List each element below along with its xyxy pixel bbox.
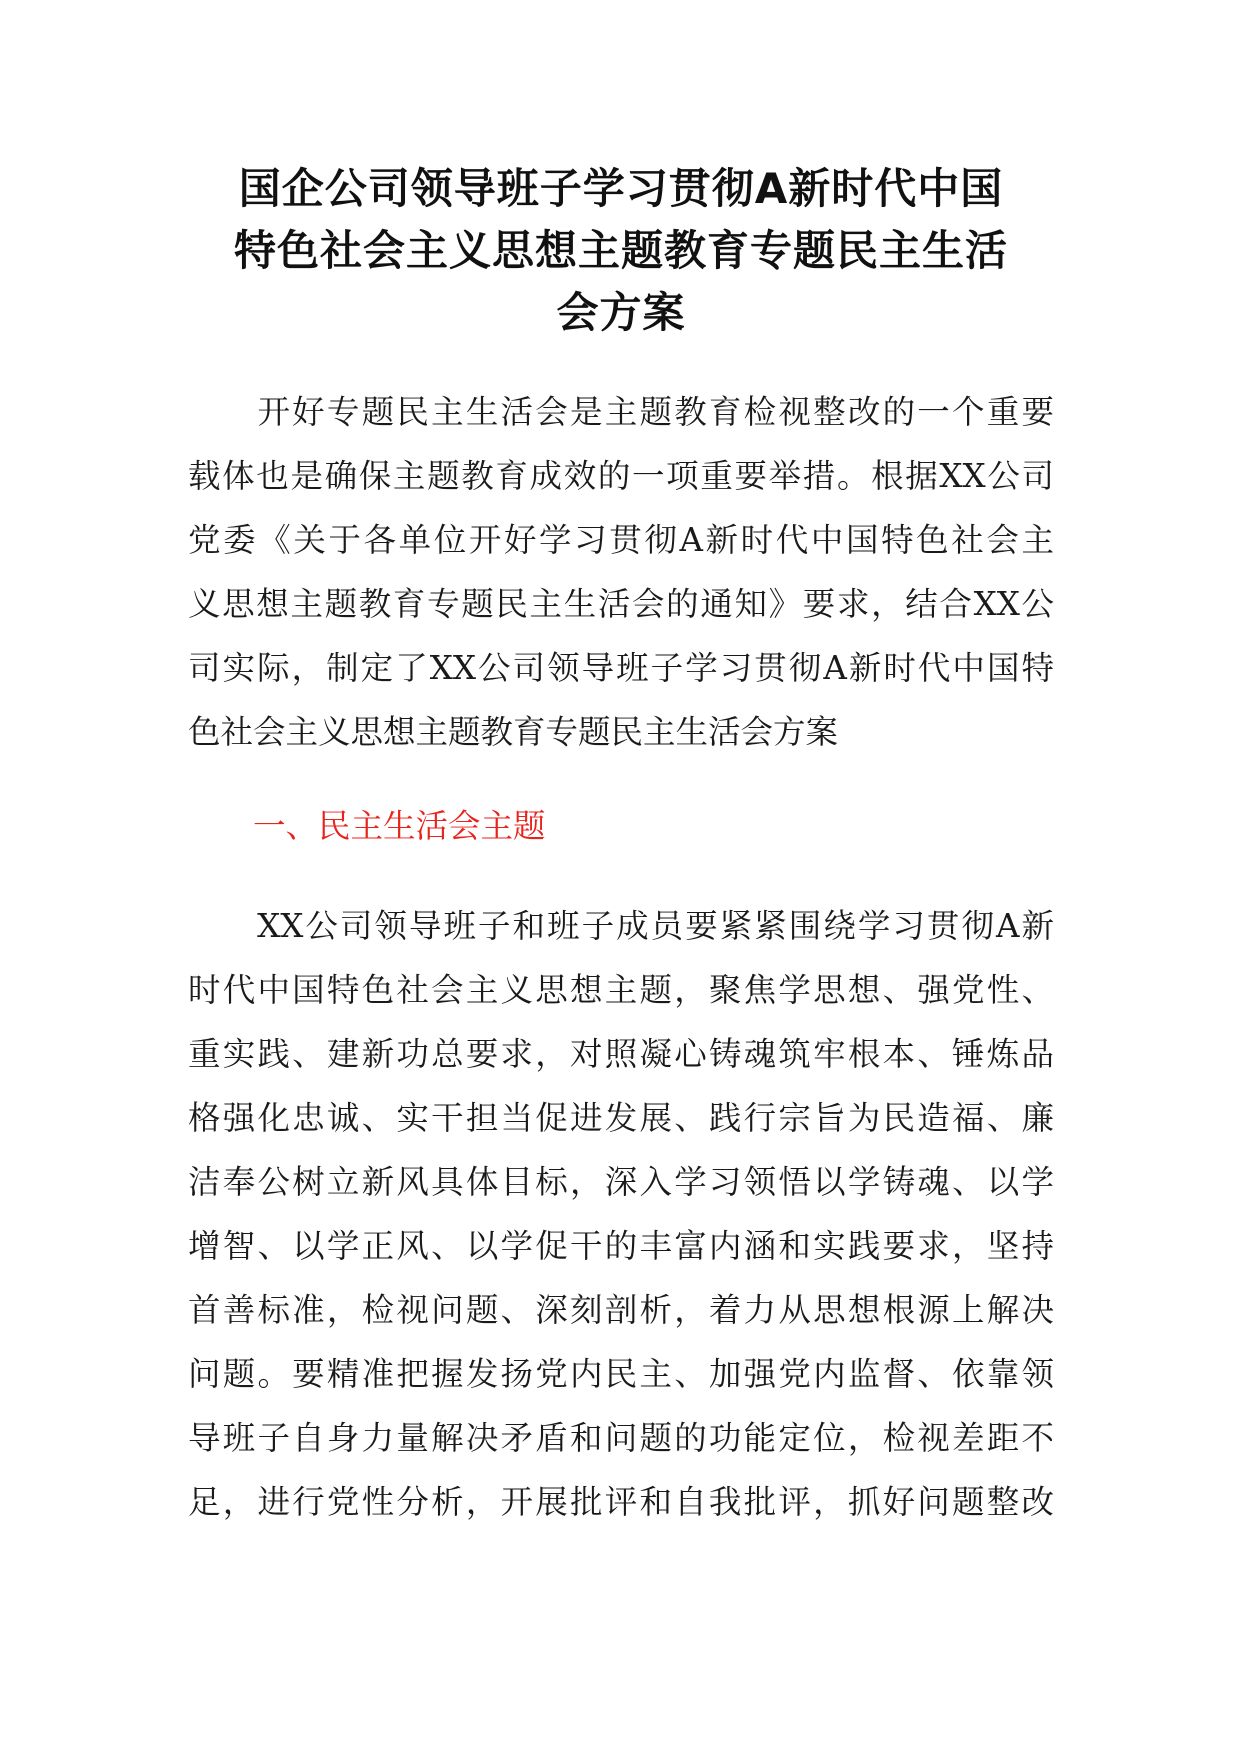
paragraph-line: 首善标准，检视问题、深刻剖析，着力从思想根源上解决 — [188, 1291, 1054, 1329]
intro-paragraph — [188, 380, 1054, 764]
paragraph-line: 开好专题民主生活会是主题教育检视整改的一个重要 — [188, 393, 1054, 431]
document-page — [188, 158, 1054, 1534]
paragraph-line: 义思想主题教育专题民主生活会的通知》要求，结合XX公 — [188, 585, 1054, 623]
title-line: 特色社会主义思想主题教育专题民主生活 — [233, 226, 1008, 275]
paragraph-line: 党委《关于各单位开好学习贯彻A新时代中国特色社会主 — [188, 521, 1054, 559]
paragraph-line: 重实践、建新功总要求，对照凝心铸魂筑牢根本、锤炼品 — [188, 1035, 1054, 1073]
paragraph-line: 格强化忠诚、实干担当促进发展、践行宗旨为民造福、廉 — [188, 1099, 1054, 1137]
paragraph-line: 色社会主义思想主题教育专题民主生活会方案 — [188, 713, 839, 751]
title-line: 国企公司领导班子学习贯彻A新时代中国 — [238, 164, 1004, 213]
paragraph-line: 司实际，制定了XX公司领导班子学习贯彻A新时代中国特 — [188, 649, 1054, 687]
paragraph-line: 问题。要精准把握发扬党内民主、加强党内监督、依靠领 — [188, 1355, 1054, 1393]
section-heading: 一、民主生活会主题 — [253, 807, 546, 845]
title-line: 会方案 — [556, 288, 686, 337]
paragraph-line: 导班子自身力量解决矛盾和问题的功能定位，检视差距不 — [188, 1419, 1054, 1457]
document-title — [188, 158, 1054, 344]
paragraph-line: 时代中国特色社会主义思想主题，聚焦学思想、强党性、 — [188, 971, 1054, 1009]
paragraph-line: 洁奉公树立新风具体目标，深入学习领悟以学铸魂、以学 — [188, 1163, 1054, 1201]
section-body-paragraph — [188, 894, 1054, 1534]
paragraph-line: XX公司领导班子和班子成员要紧紧围绕学习贯彻A新 — [188, 907, 1054, 945]
paragraph-line: 增智、以学正风、以学促干的丰富内涵和实践要求，坚持 — [188, 1227, 1054, 1265]
paragraph-line: 载体也是确保主题教育成效的一项重要举措。根据XX公司 — [188, 457, 1054, 495]
paragraph-line: 足，进行党性分析，开展批评和自我批评，抓好问题整改 — [188, 1483, 1054, 1521]
